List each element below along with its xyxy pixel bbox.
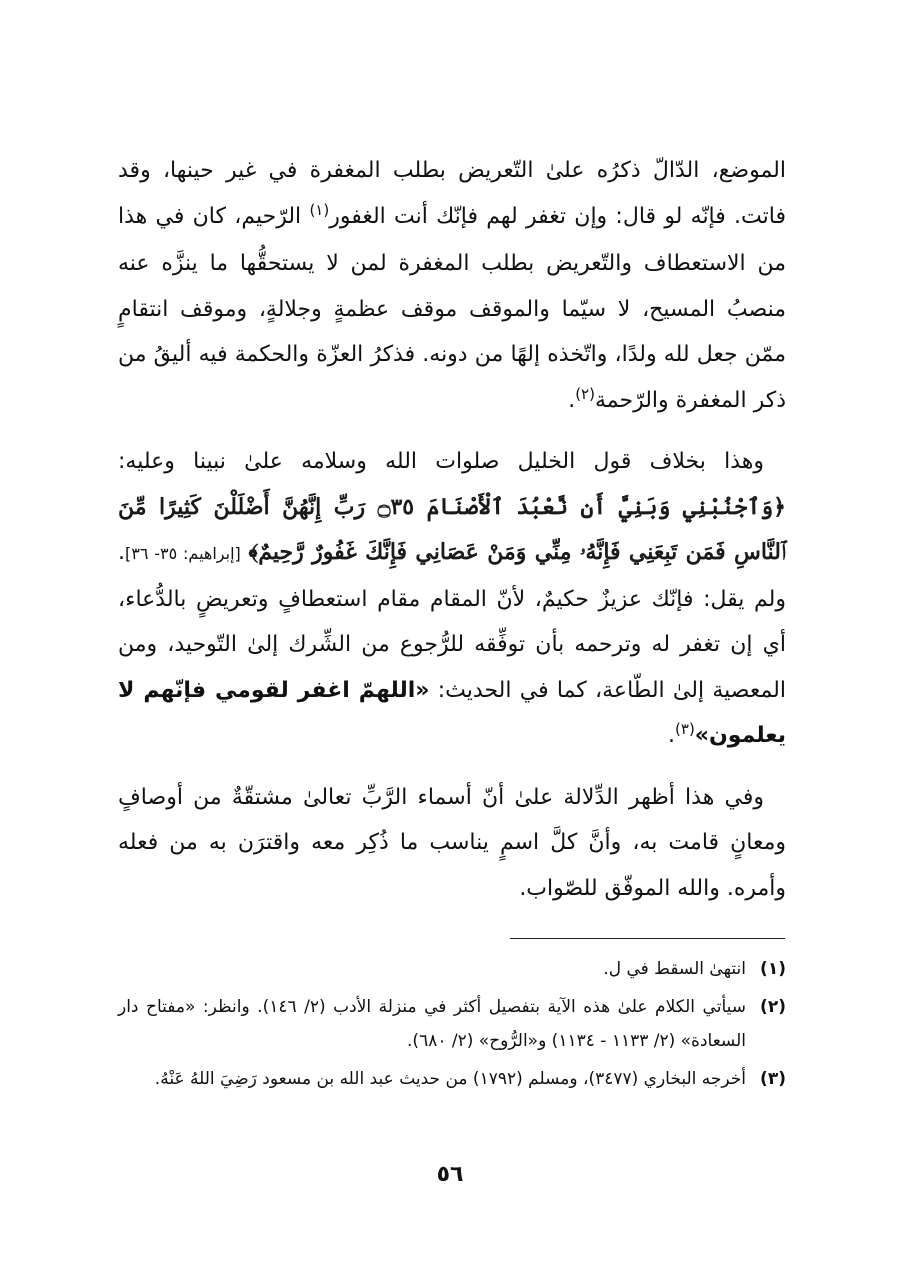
paragraph-2 xyxy=(118,439,786,761)
paragraph-1-end: . xyxy=(568,387,576,413)
hadith-quote: «اللهمّ اغفر لقومي فإنّهم لا يعلمون» xyxy=(118,677,786,748)
paragraph-3-text: وفي هذا أظهر الدِّلالة علىٰ أنّ أسماء الرَّبِّ تعالىٰ مشتقّةٌ من أوصافٍ ومعانٍ قامت به، وأنَّ كلَّ اسمٍ يناسب ما ذُكِر معه واقترَن به من فعله وأمره. والله الموفّق للصّواب. xyxy=(118,784,786,901)
quran-verse: ﴿وَٱجْنُبْنِي وَبَنِيَّ أَن نَّعْبُدَ ٱلْأَصْنَامَ ۝٣٥ رَبِّ إِنَّهُنَّ أَضْلَلْنَ كَثِيرًا مِّنَ ٱلنَّاسِ فَمَن تَبِعَنِي فَإِنَّهُۥ مِنِّي وَمَنْ عَصَانِي فَإِنَّكَ غَفُورٌ رَّحِيمٌ﴾ xyxy=(118,493,786,565)
footnote-3 xyxy=(118,1062,786,1096)
footnote-2 xyxy=(118,990,786,1058)
footnote-number: (١) xyxy=(760,959,786,979)
footnote-text: أخرجه البخاري (٣٤٧٧)، ومسلم (١٧٩٢) من حديث عبد الله بن مسعود رَضِيَ اللهُ عَنْهُ. xyxy=(154,1069,746,1089)
page-body xyxy=(118,148,786,911)
footnote-number: (٢) xyxy=(760,997,786,1017)
paragraph-1 xyxy=(118,148,786,425)
footnote-1 xyxy=(118,952,786,986)
paragraph-2-text: . ولم يقل: فإنّك عزيزٌ حكيمٌ، لأنّ المقام مقام استعطافٍ وتعريضٍ بالدُّعاء، أي إن تغفر له وترحمه بأن توفِّقه للرُّجوع من الشِّرك إلىٰ التّوحيد، ومن المعصية إلىٰ الطّاعة، كما في الحديث: xyxy=(118,540,786,703)
footnote-text: سيأتي الكلام علىٰ هذه الآية بتفصيل أكثر في منزلة الأدب (٢/ ١٤٦). وانظر: «مفتاح دار السعادة» (٢/ ١١٣٣ - ١١٣٤) و«الرُّوح» (٢/ ٦٨٠). xyxy=(118,997,746,1051)
paragraph-3 xyxy=(118,775,786,912)
footnote-text: انتهىٰ السقط في ل. xyxy=(603,959,746,979)
verse-reference: [إبراهيم: ٣٥- ٣٦] xyxy=(125,544,241,563)
footnote-number: (٣) xyxy=(760,1069,786,1089)
paragraph-1-text-b: الرّحيم، كان في هذا من الاستعطاف والتّعريض بطلب المغفرة لمن لا يستحقُّها ما ينزَّه عنه منصبُ المسيح، لا سيّما والموقف موقف عظمةٍ وجلالةٍ، وموقف انتقامٍ ممّن جعل لله ولدًا، واتّخذه إلهًا من دونه. فذكرُ العزّة والحكمة فيه أليقُ من ذكر المغفرة والرّحمة xyxy=(118,203,786,413)
footnote-separator xyxy=(510,938,785,939)
footnote-ref-1[interactable]: (١) xyxy=(309,200,330,219)
footnotes xyxy=(118,952,786,1100)
paragraph-2-end: . xyxy=(668,723,676,748)
paragraph-1-text-a: الموضع، الدّالّ ذكرُه علىٰ التّعريض بطلب المغفرة في غير حينها، وقد فاتت. فإنّه لو قال: وإن تغفر لهم فإنّك أنت الغفور xyxy=(118,158,786,229)
paragraph-2-intro: وهذا بخلاف قول الخليل صلوات الله وسلامه علىٰ نبينا وعليه: xyxy=(118,449,764,474)
footnote-ref-3[interactable]: (٣) xyxy=(675,720,695,738)
footnote-ref-2[interactable]: (٢) xyxy=(575,384,595,403)
page-number: ٥٦ xyxy=(436,1162,464,1187)
